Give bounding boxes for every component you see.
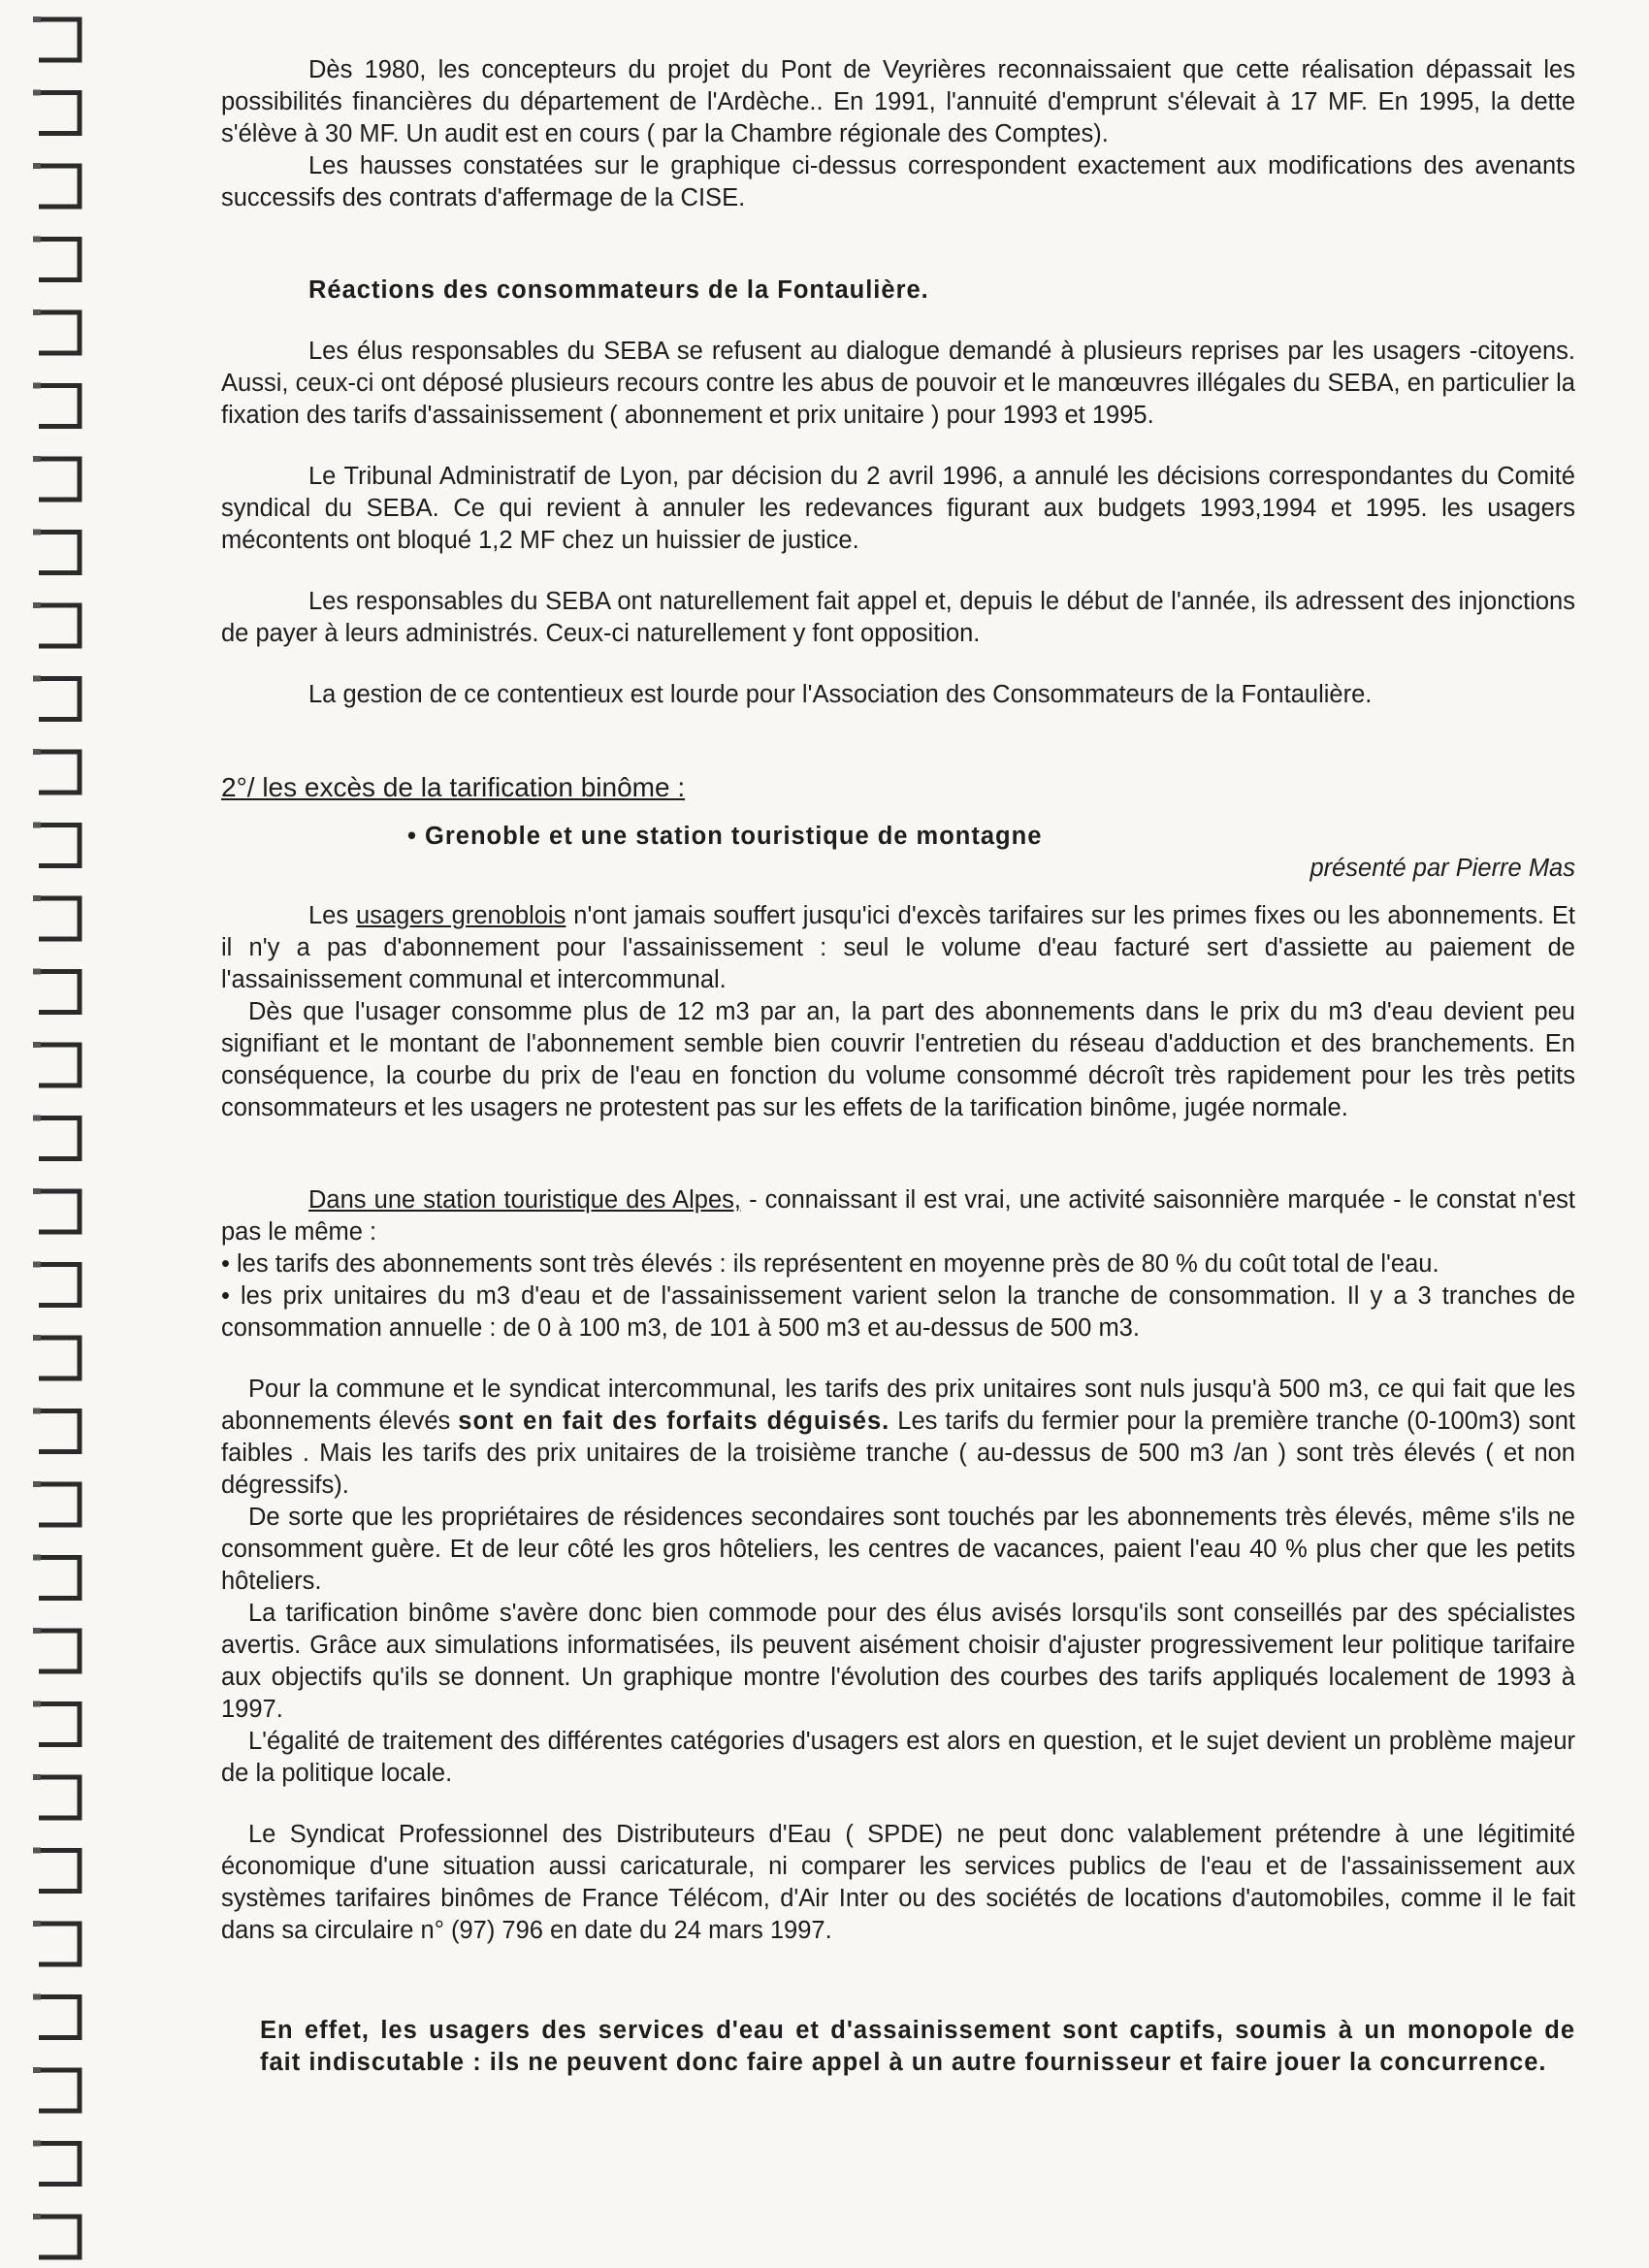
binding-ring — [39, 898, 80, 939]
text-run: - connaissant il est vrai, une activité saisonnière marquée - le constat n'est pas le même : — [221, 1186, 1576, 1246]
binding-hole — [33, 1481, 41, 1487]
binding-hole — [33, 383, 41, 389]
binding-hole — [33, 1555, 41, 1561]
paragraph-binomial-pricing: La tarification binôme s'avère donc bien commode pour des élus avisés lorsqu'ils sont conseillés par des spécialistes avertis. Grâce aux simulations informatisées, ils peuvent aisément choisir d'ajuster progressivement leur politique tarifaire aux objectifs qu'ils se donnent. Un graphique montre l'évolution des courbes des tarifs appliqués localement de 1993 à 1997. — [221, 1600, 1575, 1723]
binding-ring — [39, 1851, 80, 1892]
binding-ring — [39, 1777, 80, 1818]
author-credit: présenté par Pierre Mas — [1310, 855, 1575, 882]
binding-ring — [39, 386, 80, 427]
binding-ring — [39, 166, 80, 207]
binding-hole — [33, 823, 41, 828]
binding-hole — [33, 90, 41, 96]
binding-hole — [33, 456, 41, 462]
underlined-text: usagers grenoblois — [356, 902, 566, 929]
paragraph-appeal: Les responsables du SEBA ont naturellement fait appel et, depuis le début de l'année, ils adressent des injonctions de payer à leurs administrés. Ceux-ci naturellement y font opposition. — [221, 588, 1575, 647]
binding-hole — [33, 1042, 41, 1048]
binding-ring — [39, 312, 80, 353]
binding-hole — [33, 969, 41, 975]
binding-hole — [33, 1774, 41, 1780]
bullet-subscriptions: • les tarifs des abonnements sont très élevés : ils représentent en moyenne près de 80 % du coût total de l'eau. — [221, 1250, 1439, 1278]
document-body — [221, 54, 1575, 2079]
paragraph-tribunal-decision: Le Tribunal Administratif de Lyon, par décision du 2 avril 1996, a annulé les décisions correspondantes du Comité syndical du SEBA. Ce qui revient à annuler les redevances figurant aux budgets 1993,1994 et 1995. les usagers mécontents ont bloqué 1,2 MF chez un huissier de justice. — [221, 463, 1575, 554]
paragraph-spde: Le Syndicat Professionnel des Distributeurs d'Eau ( SPDE) ne peut donc valablement prétendre à une légitimité économique d'une situation aussi caricaturale, ni comparer les services publics de l'eau et de l'assainissement aux systèmes tarifaires binômes de France Télécom, d'Air Inter ou des sociétés de locations d'automobiles, comme il le fait dans sa circulaire n° (97) 796 en date du 24 mars 1997. — [221, 1821, 1575, 1944]
text-run: Pour la commune et le syndicat intercommunal, les tarifs des prix unitaires sont nuls jusqu'à 500 m3, ce qui fait que les abonnements élevés — [221, 1376, 1575, 1435]
binding-ring — [39, 1265, 80, 1306]
binding-ring — [39, 1704, 80, 1745]
binding-ring — [39, 972, 80, 1013]
text-run: Les — [308, 902, 357, 929]
binding-hole — [33, 895, 41, 901]
paragraph-veyrieres-bridge: Dès 1980, les concepteurs du projet du Pont de Veyrières reconnaissaient que cette réalisation dépassait les possibilités financières du département de l'Ardèche.. En 1991, l'annuité d'emprunt s'élevait à 17 MF. En 1995, la dette s'élève à 30 MF. Un audit est en cours ( par la Chambre régionale des Comptes). — [221, 56, 1575, 147]
bullet-unit-prices: • les prix unitaires du m3 d'eau et de l'assainissement varient selon la tranche de consommation. Il y a 3 tranches de consommation annuelle : de 0 à 100 m3, de 101 à 500 m3 et au-dessus de 500 m3. — [221, 1282, 1575, 1342]
binding-ring — [39, 93, 80, 134]
section-heading — [221, 771, 1575, 805]
binding-ring — [39, 1411, 80, 1452]
paragraph-equal-treatment: L'égalité de traitement des différentes catégories d'usagers est alors en question, et le sujet devient un problème majeur de la politique locale. — [221, 1728, 1575, 1787]
binding-hole — [33, 1188, 41, 1194]
binding-ring — [39, 605, 80, 646]
binding-hole — [33, 1921, 41, 1927]
paragraph-consumption-threshold: Dès que l'usager consomme plus de 12 m3 par an, la part des abonnements dans le prix du m3 d'eau devient peu signifiant et le montant de l'abonnement semble bien couvrir l'entretien du réseau d'adduction et des branchements. En conséquence, la courbe du prix de l'eau en fonction du volume consommé décroît très rapidement pour les très petits consommateurs et les usagers ne protestent pas sur les effets de la tarification binôme, jugée normale. — [221, 998, 1575, 1121]
paragraph-price-increases: Les hausses constatées sur le graphique ci-dessus correspondent exactement aux modifications des avenants successifs des contrats d'affermage de la CISE. — [221, 152, 1575, 211]
paragraph-second-homes: De sorte que les propriétaires de résidences secondaires sont touchés par les abonnements très élevés, même s'ils ne consomment guère. Et de leur côté les gros hôteliers, les centres de vacances, paient l'eau 40 % plus cher que les petits hôteliers. — [221, 1504, 1575, 1595]
conclusion-paragraph: En effet, les usagers des services d'eau et d'assainissement sont captifs, soumis à un monopole de fait indiscutable : ils ne peuvent donc faire appel à un autre fournisseur et faire jouer la concurrence. — [260, 2017, 1575, 2076]
section-title: 2°/ les excès de la tarification binôme — [221, 772, 670, 802]
binding-ring — [39, 1118, 80, 1159]
binding-hole — [33, 602, 41, 608]
binding-ring — [39, 679, 80, 720]
bold-text: sont en fait des forfaits déguisés. — [458, 1408, 890, 1435]
binding-hole — [33, 2141, 41, 2147]
binding-ring — [39, 1045, 80, 1085]
binding-ring — [39, 826, 80, 866]
paragraph-disguised-flat-rates — [221, 1374, 1575, 1502]
binding-hole — [33, 237, 41, 243]
binding-ring — [39, 1191, 80, 1232]
binding-ring — [39, 19, 80, 60]
underlined-text: Dans une station touristique des Alpes, — [308, 1186, 741, 1214]
binding-ring — [39, 2144, 80, 2185]
paragraph-grenoble-users — [221, 900, 1575, 996]
binding-ring — [39, 1484, 80, 1525]
binding-ring — [39, 240, 80, 280]
binding-ring — [39, 1558, 80, 1599]
binding-hole — [33, 749, 41, 755]
binding-ring — [39, 459, 80, 500]
binding-ring — [39, 1997, 80, 2038]
binding-hole — [33, 309, 41, 315]
paragraph-alpine-resort — [221, 1184, 1575, 1248]
binding-hole — [33, 2214, 41, 2219]
paragraph-litigation: La gestion de ce contentieux est lourde pour l'Association des Consommateurs de la Fontaulière. — [308, 681, 1373, 708]
binding-hole — [33, 163, 41, 169]
binding-ring — [39, 1631, 80, 1671]
section-title-colon: : — [669, 772, 686, 802]
binding-hole — [33, 16, 41, 22]
binding-hole — [33, 1848, 41, 1854]
binding-hole — [33, 1116, 41, 1121]
binding-ring — [39, 533, 80, 573]
binding-hole — [33, 1335, 41, 1341]
binding-hole — [33, 1628, 41, 1634]
text-run: n'ont jamais souffert jusqu'ici d'excès tarifaires sur les primes fixes ou les abonnements. Et il n'y a pas d'abonnement pour l'assainissement : seul le volume d'eau facturé sert d'assiette au paiement de l'assainissement communal et intercommunal. — [221, 902, 1576, 993]
paragraph-seba-refusal: Les élus responsables du SEBA se refusent au dialogue demandé à plusieurs reprises par les usagers -citoyens. Aussi, ceux-ci ont déposé plusieurs recours contre les abus de pouvoir et le manœuvres illégales du SEBA, en particulier la fixation des tarifs d'assainissement ( abonnement et prix unitaire ) pour 1993 et 1995. — [221, 338, 1575, 429]
heading-consumer-reactions: Réactions des consommateurs de la Fontaulière. — [308, 276, 929, 304]
binding-hole — [33, 1994, 41, 2000]
text-run: Les tarifs du fermier pour la première tranche (0-100m3) sont faibles . Mais les tarifs des prix unitaires de la troisième tranche ( au-dessus de 500 m3 /an ) sont très élevés ( et non dégressifs). — [221, 1408, 1575, 1499]
binding-ring — [39, 2217, 80, 2257]
binding-ring — [39, 1338, 80, 1378]
binding-hole — [33, 2067, 41, 2073]
binding-hole — [33, 530, 41, 535]
binding-hole — [33, 1262, 41, 1268]
binding-ring — [39, 2070, 80, 2111]
subsection-title: • Grenoble et une station touristique de montagne — [407, 823, 1043, 850]
binding-hole — [33, 1409, 41, 1414]
binding-hole — [33, 676, 41, 682]
binding-ring — [39, 1924, 80, 1964]
spiral-binding — [0, 0, 87, 2268]
binding-hole — [33, 1701, 41, 1707]
binding-ring — [39, 752, 80, 793]
